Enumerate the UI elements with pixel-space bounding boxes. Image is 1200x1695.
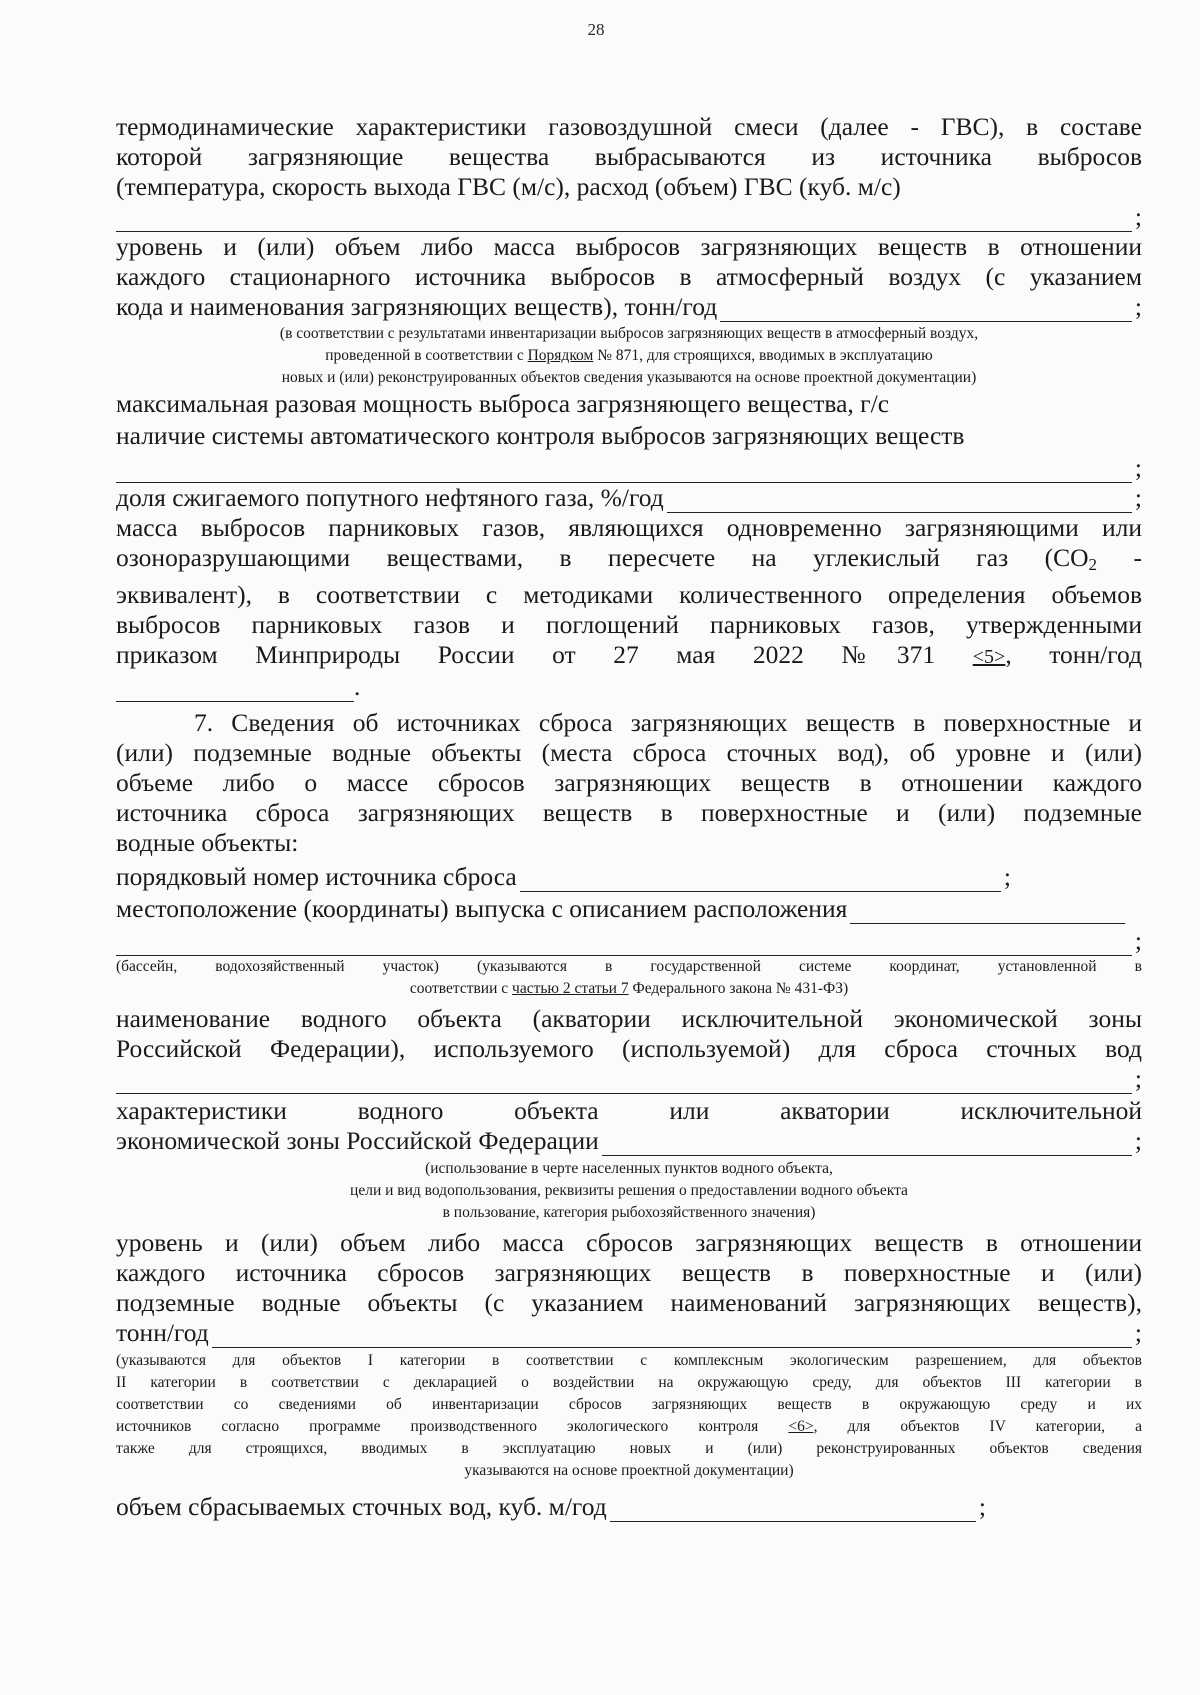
footnote-ref-5[interactable]: <5> — [972, 646, 1006, 668]
text-line: Российской Федерации), используемого (используемой) для сброса сточных вод — [116, 1034, 1142, 1063]
text-line: подземные водные объекты (с указанием наименований загрязняющих веществ), — [116, 1288, 1142, 1317]
text-line: (или) подземные водные объекты (места сброса сточных вод), об уровне и (или) — [116, 738, 1142, 767]
footnote-water-use: (использование в черте населенных пунктов водного объекта, цели и вид водопользования, реквизиты решения о предоставлении водного объекта в пользование, категория рыбохозяйственного значения) — [350, 1160, 908, 1221]
outlet-location-blank-2[interactable] — [116, 933, 1132, 956]
text-line: характеристики водного объекта или акватории исключительной — [116, 1096, 1142, 1125]
text-line: масса выбросов парниковых газов, являющихся одновременно загрязняющими или — [116, 513, 1142, 542]
text-line: эквивалент), в соответствии с методиками количественного определения объемов — [116, 580, 1142, 609]
greenhouse-blank[interactable] — [116, 679, 354, 702]
text-line: уровень и (или) объем либо масса сбросов загрязняющих веществ в отношении — [116, 1228, 1142, 1257]
water-body-fill-line: ; — [116, 1064, 1142, 1094]
discharge-level-paragraph — [116, 1228, 1142, 1348]
text-line: 7. Сведения об источниках сброса загрязняющих веществ в поверхностные и — [194, 708, 1142, 737]
water-body-blank[interactable] — [116, 1071, 1132, 1094]
text-line: каждого источника сбросов загрязняющих веществ в поверхностные и (или) — [116, 1258, 1142, 1287]
law-431-link[interactable]: частью 2 статьи 7 — [512, 980, 629, 997]
text-line: водные объекты: — [116, 828, 299, 857]
water-body-characteristics-paragraph — [116, 1096, 1142, 1156]
emission-level-paragraph — [116, 232, 1142, 322]
gas-mixture-paragraph — [116, 112, 1142, 232]
associated-gas-fill-line: доля сжигаемого попутного нефтяного газа, %/год ; — [116, 483, 1142, 512]
section-7-heading — [116, 708, 1142, 858]
text-line: озоноразрушающими веществами, в пересчете на углекислый газ ($CO_2$ - — [116, 543, 1142, 574]
water-body-name-paragraph — [116, 1004, 1142, 1094]
wastewater-volume-blank[interactable] — [610, 1499, 976, 1522]
characteristics-blank[interactable] — [602, 1133, 1132, 1156]
emission-level-blank[interactable] — [720, 299, 1132, 322]
max-emission-paragraph — [116, 389, 1142, 483]
auto-control-fill-line: ; — [116, 453, 1142, 483]
footnote-inventory: (в соответствии с результатами инвентаризации выбросов загрязняющих веществ в атмосферный воздух, проведенной в соответствии с Порядком № 871, для строящихся, вводимых в эксплуатацию новых и (или) реконструированных объектов сведения указываются на основе проектной документации) — [279, 325, 979, 386]
gas-mixture-fill-line: ; — [116, 202, 1142, 232]
outlet-location-fill-line-2: ; — [116, 926, 1142, 956]
outlet-location-fill-line: местоположение (координаты) выпуска с описанием расположения — [116, 894, 1142, 924]
text-line: источника сброса загрязняющих веществ в поверхностные и (или) подземные — [116, 798, 1142, 827]
wastewater-volume-fill-line: объем сбрасываемых сточных вод, куб. м/год ; — [116, 1492, 986, 1521]
order-871-link[interactable]: Порядком — [527, 347, 594, 364]
footnote-ref-6[interactable]: <6> — [788, 1418, 814, 1435]
text-line: наличие системы автоматического контроля выбросов загрязняющих веществ — [116, 421, 965, 450]
gas-mixture-blank[interactable] — [116, 209, 1132, 232]
characteristics-fill-line: экономической зоны Российской Федерации ; — [116, 1126, 1142, 1155]
text-line: которой загрязняющие вещества выбрасываются из источника выбросов — [116, 142, 1142, 171]
text-line: выбросов парниковых газов и поглощений парниковых газов, утвержденными — [116, 610, 1142, 639]
auto-control-blank[interactable] — [116, 460, 1132, 483]
text-line: наименование водного объекта (акватории исключительной экономической зоны — [116, 1004, 1142, 1033]
footnote-categories: (указываются для объектов I категории в соответствии с комплексным экологическим разрешением, для объектов II категории в соответствии с декларацией о воздействии на окружающую среду, для объектов III категории в соответствии со сведениями об инвентаризации сбросов загрязняющих веществ в окружающую среду и их источников согласно программе производственного экологического контроля <6>, для объектов IV категории, а также для строящихся, вводимых в эксплуатацию новых и (или) реконструированных объектов сведения указываются на основе проектной документации) — [116, 1352, 1143, 1479]
discharge-level-blank[interactable] — [212, 1325, 1132, 1348]
text-line: (температура, скорость выхода ГВС (м/с), расход (объем) ГВС (куб. м/с) — [116, 172, 901, 201]
text-line: максимальная разовая мощность выброса загрязняющего вещества, г/с — [116, 389, 890, 418]
greenhouse-gas-paragraph — [116, 513, 1142, 702]
text-line: каждого стационарного источника выбросов в атмосферный воздух (с указанием — [116, 262, 1142, 291]
outlet-number-fill-line: порядковый номер источника сброса ; — [116, 862, 1011, 891]
outlet-number-blank[interactable] — [520, 869, 1001, 892]
outlet-location-blank[interactable] — [850, 901, 1125, 924]
footnote-coordinates: (бассейн, водохозяйственный участок) (указываются в государственной системе координат, установленной в соответствии с частью 2 статьи 7 Федерального закона № 431-ФЗ) — [116, 958, 1142, 997]
greenhouse-fill-line: . — [116, 672, 1142, 702]
text-line: термодинамические характеристики газовоздушной смеси (далее - ГВС), в составе — [116, 112, 1142, 141]
emission-level-fill-line: кода и наименования загрязняющих веществ), тонн/год ; — [116, 292, 1142, 321]
document-body — [116, 112, 1142, 1522]
text-line: объеме либо о массе сбросов загрязняющих веществ в отношении каждого — [116, 768, 1142, 797]
discharge-level-fill-line: тонн/год ; — [116, 1318, 1142, 1347]
associated-gas-blank[interactable] — [667, 490, 1132, 513]
text-line: приказом Минприроды России от 27 мая 2022 №371 <5>, тонн/год — [116, 640, 1142, 669]
text-line: уровень и (или) объем либо масса выбросов загрязняющих веществ в отношении — [116, 232, 1142, 261]
page-number: 28 — [587, 20, 605, 39]
